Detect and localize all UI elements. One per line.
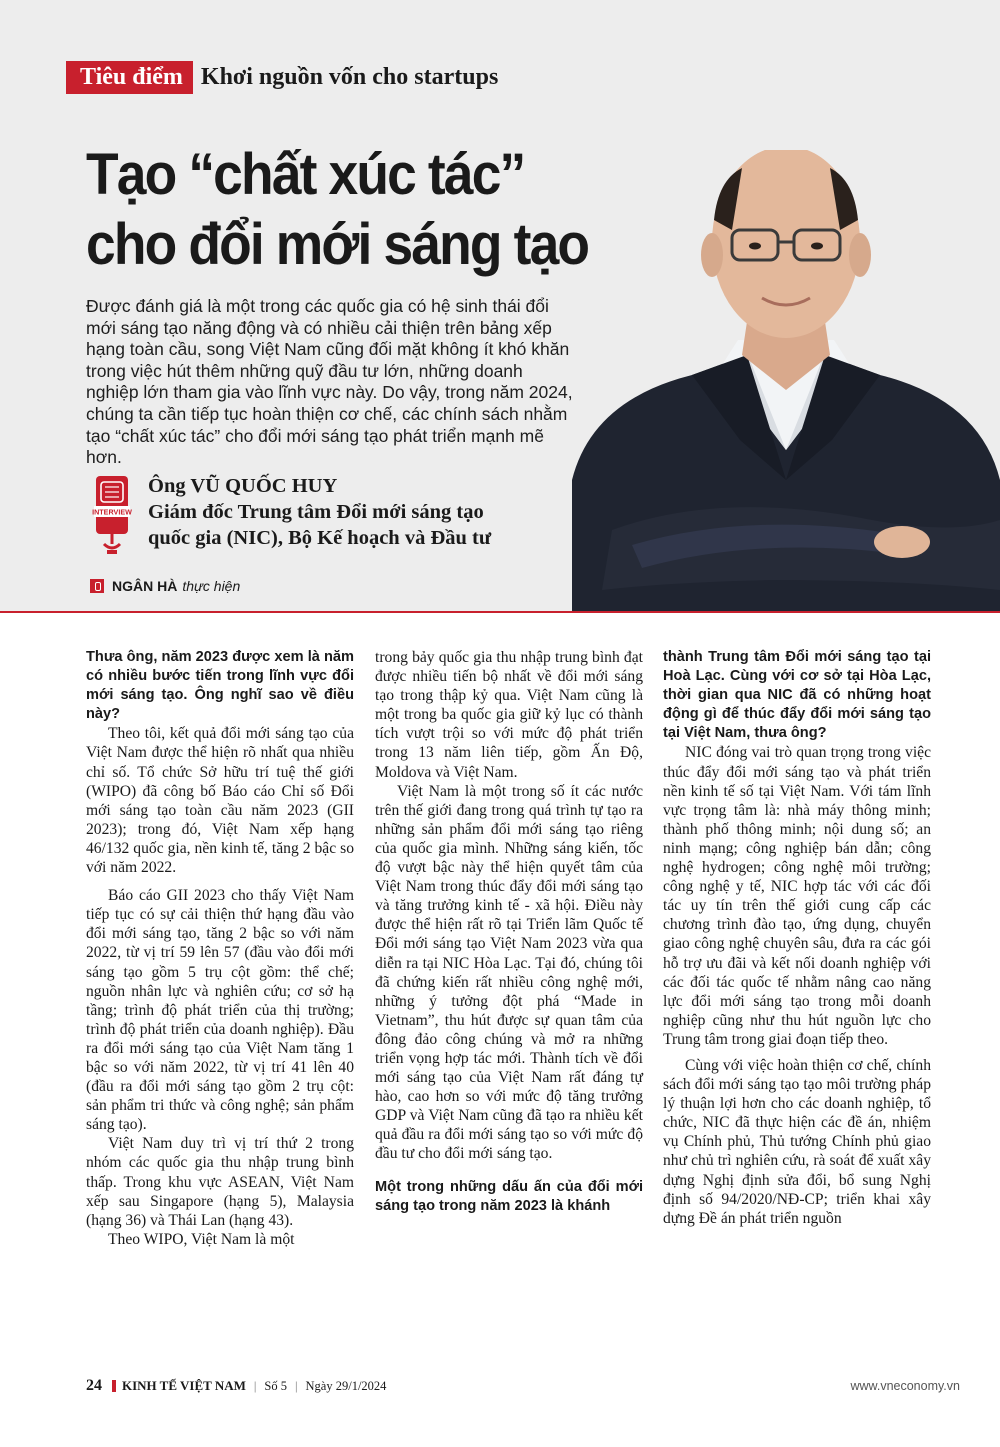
- interview-microphone-icon: [90, 476, 134, 556]
- answer-paragraph: Việt Nam duy trì vị trí thứ 2 trong nhóm các quốc gia thu nhập trung bình thấp. Trong khu vực ASEAN, Việt Nam xếp sau Singapore (hạng 5), Malaysia (hạng 36) và Thái Lan (hạng 43).: [86, 1135, 354, 1229]
- section-tag[interactable]: Tiêu điểm: [66, 61, 193, 94]
- footer-separator: |: [295, 1378, 298, 1393]
- interviewee-name: Ông VŨ QUỐC HUY: [148, 475, 338, 497]
- page-footer: [86, 1374, 960, 1398]
- hero-divider: [0, 611, 1000, 613]
- interviewee-info: [148, 473, 578, 551]
- section-header: [66, 61, 498, 94]
- interview-question: Một trong những dấu ấn của đổi mới sáng tạo trong năm 2023 là khánh: [375, 1178, 643, 1214]
- answer-paragraph: trong bảy quốc gia thu nhập trung bình đạt được nhiều tiến bộ nhất về đổi mới sáng tạo trong thập kỷ qua. Việt Nam cũng là một trong ba quốc gia giữ kỷ lục có thành tích vượt trội so với mức độ phát triển trong 13 năm liên tiếp, gồm Ấn Độ, Moldova và Việt Nam.: [375, 649, 643, 781]
- article-column-1: [86, 648, 354, 1249]
- pen-icon: [90, 579, 104, 593]
- byline: [90, 578, 240, 594]
- headline-line-1: Tạo “chất xúc tác”: [86, 142, 525, 207]
- answer-paragraph: Theo WIPO, Việt Nam là một: [108, 1230, 295, 1248]
- article-column-2: [375, 648, 643, 1216]
- interviewee-title-2: quốc gia (NIC), Bộ Kế hoạch và Đầu tư: [148, 527, 492, 549]
- interviewee-portrait: [572, 150, 1000, 612]
- issue-date: Ngày 29/1/2024: [305, 1378, 387, 1393]
- hero-banner: [0, 0, 1000, 612]
- magazine-name: KINH TẾ VIỆT NAM: [122, 1378, 246, 1393]
- answer-paragraph: Báo cáo GII 2023 cho thấy Việt Nam tiếp tục có sự cải thiện thứ hạng đầu vào đổi mới sáng tạo, tăng 2 bậc so với năm 2022, từ vị trí 59 lên 57 (đầu vào đổi mới sáng tạo gồm 5 trụ cột gồm: thể chế; nguồn nhân lực và nghiên cứu; cơ sở hạ tầng; trình độ phát triển của thị trường; trình độ phát triển của doanh nghiệp). Đầu ra đổi mới sáng tạo của Việt Nam tăng 1 bậc so với năm 2022, từ vị trí 41 lên 40 (đầu ra đổi mới sáng tạo gồm 2 trụ cột: sản phẩm tri thức và công nghệ; sản phẩm sáng tạo).: [86, 887, 354, 1134]
- headline-line-2: cho đổi mới sáng tạo: [86, 212, 589, 277]
- interview-question: thành Trung tâm Đổi mới sáng tạo tại Hoà Lạc. Cùng với cơ sở tại Hòa Lạc, thời gian qua NIC đã có những hoạt động gì để thúc đẩy đổi mới sáng tạo tại Việt Nam, thưa ông?: [663, 649, 931, 742]
- answer-paragraph: Theo tôi, kết quả đổi mới sáng tạo của Việt Nam được thể hiện rõ nhất qua nhiều chỉ số. Tổ chức Sở hữu trí tuệ thế giới (WIPO) đã công bố Báo cáo Chỉ số Đổi mới sáng tạo toàn cầu năm 2023 (GII 2023); trong đó, Việt Nam xếp hạng 46/132 quốc gia, nền kinh tế, tăng 2 bậc so với năm 2022.: [86, 725, 354, 877]
- interview-badge-text: INTERVIEW: [92, 507, 132, 517]
- byline-author: NGÂN HÀ: [112, 578, 178, 594]
- answer-paragraph: NIC đóng vai trò quan trọng trong việc thúc đẩy đổi mới sáng tạo và phát triển nền kinh tế số tại Việt Nam. Với tám lĩnh vực trọng tâm là: nhà máy thông minh; thành phố thông minh; nội dung số; an ninh mạng; công nghiệp bán dẫn; công nghệ hydrogen; công nghệ môi trường; công nghệ y tế, NIC hợp tác với các đối tác uy tín trên thế giới cung cấp các chương trình đào tạo, ứng dụng, chuyển giao công nghệ chuyên sâu, đưa ra các gói hỗ trợ ưu đãi và kết nối doanh nghiệp với các đối tác quốc tế nhằm nâng cao năng lực đổi mới sáng tạo trong mỗi doanh nghiệp cũng như thu hút nguồn lực cho Trung tâm trong giai đoạn tiếp theo.: [663, 744, 931, 1048]
- answer-paragraph: Việt Nam là một trong số ít các nước trên thế giới đang trong quá trình tự tạo ra những sản phẩm đổi mới sáng tạo riêng của quốc gia mình. Những sáng kiến, tốc độ vượt bậc này thể hiện quyết tâm của Việt Nam trong thúc đẩy đổi mới sáng tạo và tăng trưởng kinh tế - xã hội. Điều này được thể hiện rất rõ tại Triển lãm Quốc tế Đổi mới sáng tạo Việt Nam 2023 vừa qua diễn ra tại NIC Hòa Lạc. Tại đó, chúng tôi đã chứng kiến rất nhiều công nghệ mới, những ý tưởng đột phá “Made in Vietnam”, thu hút được sự quan tâm của đông đảo công chúng và mở ra những triển vọng hợp tác mới. Thành tích về đổi mới sáng tạo của Việt Nam rất đáng tự hào, cao hơn so với mức độ tăng trưởng GDP và Việt Nam cũng đã tạo ra nhiều kết quả đầu ra đổi mới sáng tạo so với mức độ đầu tư cho đổi mới sáng tạo.: [375, 782, 643, 1163]
- article-column-3: [663, 648, 931, 1228]
- website-link[interactable]: www.vneconomy.vn: [850, 1379, 960, 1393]
- article-headline: [86, 140, 589, 280]
- section-kicker: Khơi nguồn vốn cho startups: [200, 64, 499, 90]
- footer-accent-bar: [112, 1380, 116, 1392]
- byline-role: thực hiện: [182, 578, 241, 594]
- interviewee-title-1: Giám đốc Trung tâm Đổi mới sáng tạo: [148, 501, 484, 523]
- interview-question: Thưa ông, năm 2023 được xem là năm có nhiều bước tiến trong lĩnh vực đổi mới sáng tạo. Ông nghĩ sao về điều này?: [86, 649, 354, 723]
- page-number: 24: [86, 1377, 102, 1394]
- article-lead: Được đánh giá là một trong các quốc gia có hệ sinh thái đổi mới sáng tạo năng động và có nhiều cải thiện trên bảng xếp hạng toàn cầu, song Việt Nam cũng đối mặt không ít khó khăn trong việc hút thêm những quỹ đầu tư lớn, những doanh nghiệp lớn tham gia vào lĩnh vực này. Do vậy, trong năm 2024, chúng ta cần tiếp tục hoàn thiện cơ chế, các chính sách nhằm tạo “chất xúc tác” cho đổi mới sáng tạo phát triển mạnh mẽ hơn.: [86, 296, 573, 468]
- answer-paragraph: Cùng với việc hoàn thiện cơ chế, chính sách đổi mới sáng tạo tạo môi trường pháp lý thuận lợi hơn cho các doanh nghiệp, tổ chức, NIC đã thực hiện các đề án, nhiệm vụ Chính phủ, Thủ tướng Chính phủ giao như chủ trì nghiên cứu, rà soát để xuất xây dựng Nghị định sửa đổi, bổ sung Nghị định số 94/2020/NĐ-CP; triển khai xây dựng Đề án phát triển nguồn: [663, 1056, 931, 1227]
- footer-separator: |: [253, 1378, 257, 1393]
- issue-number: Số 5: [264, 1378, 287, 1393]
